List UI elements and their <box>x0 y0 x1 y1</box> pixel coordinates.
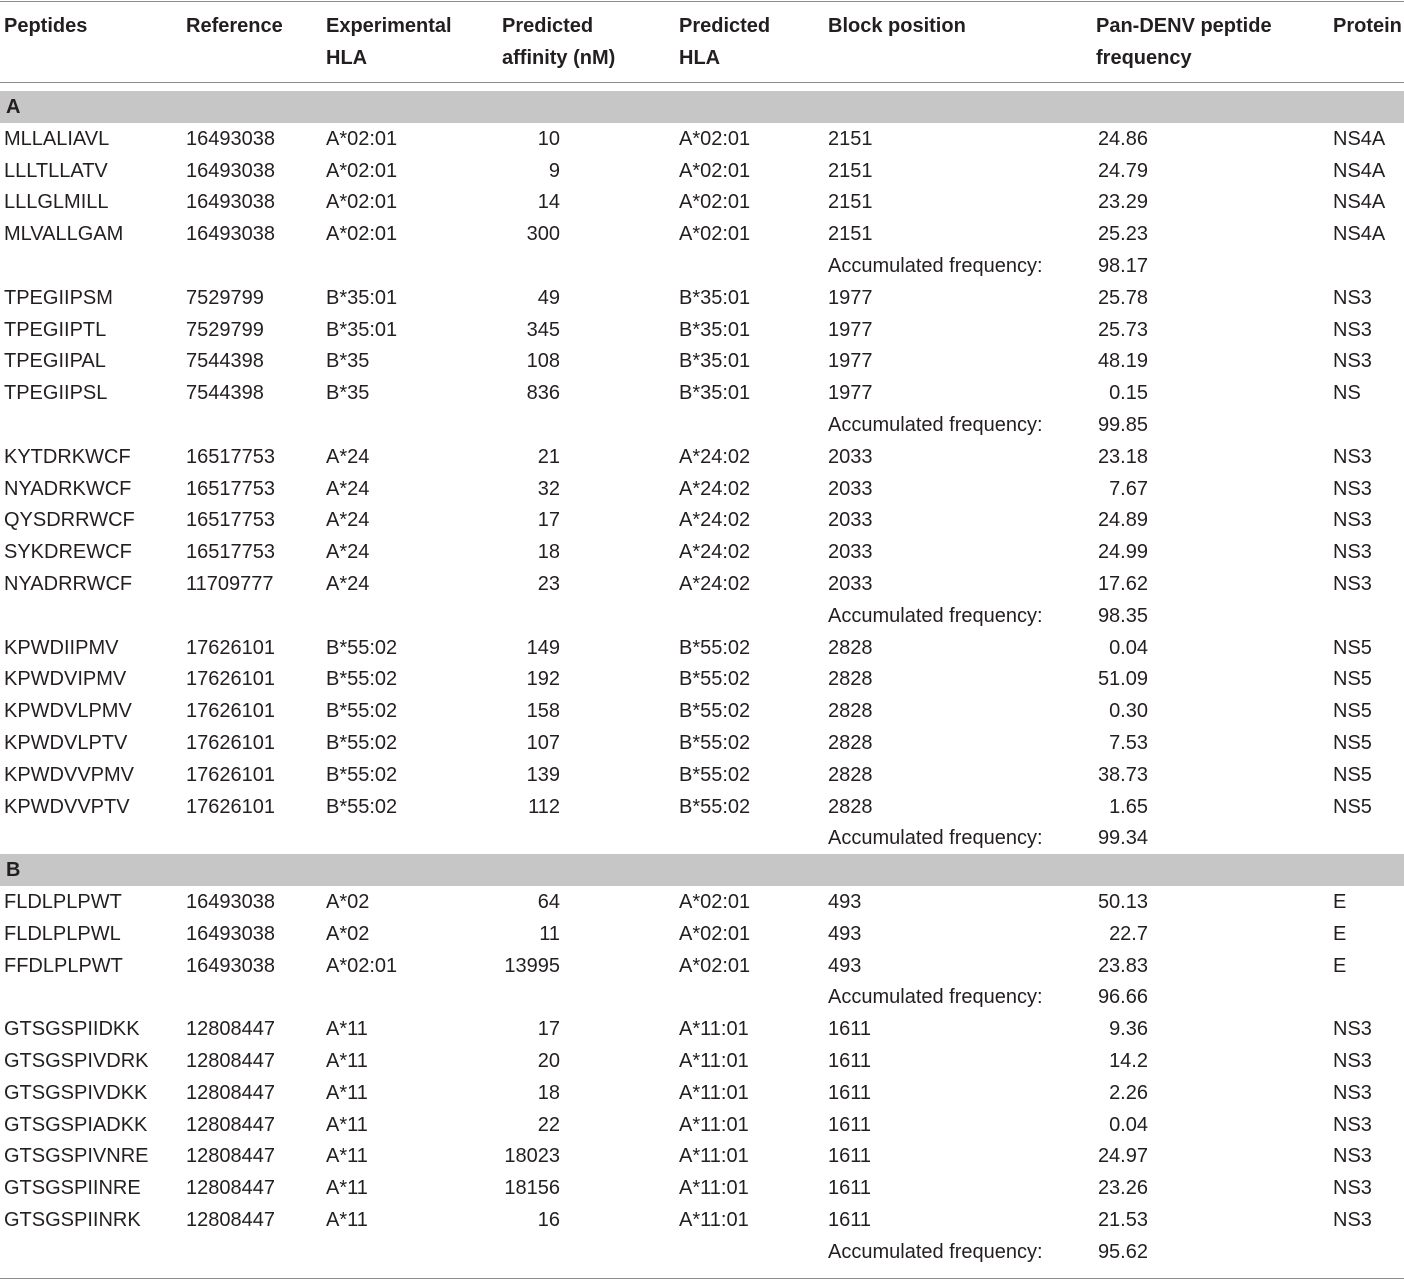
cell-predicted-hla: A*02:01 <box>679 159 751 182</box>
cell-experimental-hla: B*35 <box>326 350 370 373</box>
cell-block-position: 1611 <box>828 1209 872 1231</box>
header-predicted-affinity: Predicted affinity (nM) <box>502 15 616 69</box>
table-row <box>0 663 1404 695</box>
cell-block-position: 2033 <box>828 541 873 564</box>
cell-reference: 7544398 <box>186 382 264 405</box>
cell-experimental-hla: A*11 <box>326 1050 368 1072</box>
cell-frequency: 23.18 <box>1097 445 1148 468</box>
cell-protein: NS3 <box>1333 1209 1372 1231</box>
table-row <box>0 632 1404 664</box>
cell-reference: 7544398 <box>186 350 264 373</box>
cell-reference: 12808447 <box>186 1113 275 1136</box>
cell-predicted-affinity: 11 <box>539 922 560 945</box>
cell-protein: NS3 <box>1333 286 1372 309</box>
table-row <box>0 441 1404 473</box>
cell-predicted-affinity: 158 <box>526 700 560 723</box>
cell-predicted-hla: A*11:01 <box>679 1050 749 1072</box>
section-header <box>0 854 1404 886</box>
cell-experimental-hla: A*11 <box>326 1018 368 1041</box>
cell-peptide: TPEGIIPSL <box>4 382 108 405</box>
cell-predicted-affinity: 836 <box>526 382 560 405</box>
table-row <box>0 791 1404 823</box>
cell-predicted-affinity: 49 <box>537 286 560 309</box>
cell-predicted-affinity: 32 <box>537 477 560 500</box>
cell-frequency: 23.83 <box>1097 954 1148 977</box>
cell-experimental-hla: A*11 <box>326 1209 368 1231</box>
cell-predicted-hla: A*24:02 <box>679 573 751 595</box>
cell-predicted-hla: B*35:01 <box>679 350 751 373</box>
cell-frequency: 48.19 <box>1097 350 1148 373</box>
cell-experimental-hla: A*11 <box>326 1145 368 1168</box>
cell-frequency: 23.26 <box>1097 1177 1148 1200</box>
cell-reference: 12808447 <box>186 1177 275 1200</box>
cell-predicted-affinity: 345 <box>526 318 560 341</box>
cell-reference: 16493038 <box>186 954 275 977</box>
cell-predicted-affinity: 18 <box>537 1081 560 1104</box>
accumulated-row <box>0 822 1404 854</box>
cell-block-position: 2828 <box>828 732 873 754</box>
cell-protein: NS4A <box>1333 159 1386 182</box>
cell-frequency: 21.53 <box>1097 1209 1148 1231</box>
cell-protein: NS5 <box>1333 763 1372 786</box>
cell-reference: 12808447 <box>186 1081 275 1104</box>
cell-protein: NS3 <box>1333 318 1372 341</box>
cell-predicted-affinity: 9 <box>548 159 560 182</box>
cell-experimental-hla: A*02:01 <box>326 191 398 214</box>
accumulated-value: 95.62 <box>1097 1240 1148 1263</box>
cell-protein: NS5 <box>1333 700 1372 723</box>
accumulated-label: Accumulated frequency: <box>828 414 1043 436</box>
cell-predicted-hla: B*35:01 <box>679 318 751 341</box>
cell-experimental-hla: A*24 <box>326 445 370 468</box>
cell-block-position: 2828 <box>828 795 873 818</box>
cell-experimental-hla: A*24 <box>326 477 370 500</box>
accumulated-label: Accumulated frequency: <box>828 255 1043 277</box>
cell-predicted-affinity: 22 <box>537 1113 560 1136</box>
cell-protein: NS3 <box>1333 573 1372 595</box>
cell-block-position: 493 <box>828 891 862 913</box>
cell-experimental-hla: B*55:02 <box>326 668 398 691</box>
cell-frequency: 24.86 <box>1097 127 1148 150</box>
cell-block-position: 2151 <box>828 127 873 150</box>
section-header <box>0 91 1404 123</box>
cell-peptide: SYKDREWCF <box>4 541 132 564</box>
accumulated-row <box>0 981 1404 1013</box>
cell-peptide: GTSGSPIIDKK <box>4 1018 140 1041</box>
cell-frequency: 7.67 <box>1109 477 1148 500</box>
cell-experimental-hla: A*11 <box>326 1113 368 1136</box>
header-experimental-hla: Experimental HLA <box>326 15 452 69</box>
cell-peptide: NYADRRWCF <box>4 573 133 595</box>
accumulated-row <box>0 409 1404 441</box>
cell-reference: 7529799 <box>186 286 264 309</box>
cell-protein: NS3 <box>1333 1177 1372 1200</box>
cell-reference: 17626101 <box>186 732 275 754</box>
cell-protein: NS4A <box>1333 127 1386 150</box>
table-row <box>0 1172 1404 1204</box>
cell-predicted-affinity: 13995 <box>504 954 560 977</box>
cell-peptide: KPWDIIPMV <box>4 636 119 659</box>
cell-experimental-hla: A*24 <box>326 573 370 595</box>
cell-peptide: KPWDVLPMV <box>4 700 132 723</box>
cell-block-position: 2828 <box>828 668 873 691</box>
cell-protein: NS5 <box>1333 795 1372 818</box>
cell-protein: NS3 <box>1333 1113 1372 1136</box>
cell-experimental-hla: B*35:01 <box>326 286 398 309</box>
cell-peptide: QYSDRRWCF <box>4 509 135 532</box>
accumulated-value: 96.66 <box>1097 986 1148 1009</box>
cell-reference: 16493038 <box>186 191 275 214</box>
cell-frequency: 0.15 <box>1109 382 1148 405</box>
cell-reference: 12808447 <box>186 1209 275 1231</box>
cell-peptide: MLVALLGAM <box>4 223 124 246</box>
cell-predicted-hla: A*02:01 <box>679 127 751 150</box>
cell-experimental-hla: A*02:01 <box>326 954 398 977</box>
cell-predicted-affinity: 300 <box>526 223 560 246</box>
cell-block-position: 2033 <box>828 477 873 500</box>
table-row <box>0 536 1404 568</box>
cell-frequency: 0.30 <box>1109 700 1148 723</box>
cell-predicted-hla: A*11:01 <box>679 1177 749 1200</box>
cell-peptide: TPEGIIPTL <box>4 318 107 341</box>
cell-block-position: 2033 <box>828 509 873 532</box>
cell-block-position: 1611 <box>828 1081 872 1104</box>
cell-protein: NS3 <box>1333 1018 1372 1041</box>
table-row <box>0 1045 1404 1077</box>
cell-predicted-affinity: 17 <box>537 509 560 532</box>
cell-reference: 7529799 <box>186 318 264 341</box>
cell-experimental-hla: A*02 <box>326 922 370 945</box>
cell-predicted-affinity: 192 <box>526 668 560 691</box>
cell-experimental-hla: A*02:01 <box>326 127 398 150</box>
cell-experimental-hla: A*02:01 <box>326 223 398 246</box>
cell-block-position: 493 <box>828 922 862 945</box>
cell-block-position: 1611 <box>828 1050 872 1072</box>
cell-reference: 16517753 <box>186 509 275 532</box>
cell-reference: 17626101 <box>186 795 275 818</box>
cell-block-position: 2151 <box>828 191 873 214</box>
section-label: A <box>6 96 21 118</box>
cell-predicted-affinity: 149 <box>526 636 560 659</box>
accumulated-row <box>0 250 1404 282</box>
cell-block-position: 2828 <box>828 763 873 786</box>
table-row <box>0 282 1404 314</box>
cell-protein: NS3 <box>1333 1145 1372 1168</box>
cell-predicted-affinity: 107 <box>526 732 560 754</box>
cell-reference: 12808447 <box>186 1018 275 1041</box>
cell-frequency: 17.62 <box>1097 573 1148 595</box>
cell-reference: 12808447 <box>186 1050 275 1072</box>
cell-experimental-hla: B*35:01 <box>326 318 398 341</box>
cell-predicted-affinity: 18 <box>537 541 560 564</box>
cell-reference: 16493038 <box>186 891 275 913</box>
top-rule <box>0 1 1404 2</box>
cell-frequency: 22.7 <box>1109 922 1148 945</box>
table-row <box>0 504 1404 536</box>
cell-block-position: 2151 <box>828 223 873 246</box>
cell-frequency: 24.99 <box>1097 541 1148 564</box>
header-predicted-hla: Predicted HLA <box>679 15 771 69</box>
cell-experimental-hla: B*55:02 <box>326 636 398 659</box>
cell-frequency: 24.79 <box>1097 159 1148 182</box>
cell-predicted-hla: B*55:02 <box>679 732 751 754</box>
cell-experimental-hla: B*55:02 <box>326 732 398 754</box>
cell-experimental-hla: B*55:02 <box>326 763 398 786</box>
cell-block-position: 2033 <box>828 445 873 468</box>
table-row <box>0 123 1404 155</box>
cell-peptide: LLLGLMILL <box>4 191 109 214</box>
table-row <box>0 727 1404 759</box>
table-row <box>0 1204 1404 1236</box>
cell-block-position: 2828 <box>828 700 873 723</box>
cell-predicted-hla: A*11:01 <box>679 1018 749 1041</box>
cell-block-position: 1611 <box>828 1018 872 1041</box>
table-row <box>0 314 1404 346</box>
cell-peptide: GTSGSPIVNRE <box>4 1145 149 1168</box>
accumulated-value: 98.35 <box>1097 604 1148 627</box>
cell-predicted-affinity: 64 <box>537 891 560 913</box>
cell-peptide: GTSGSPIVDKK <box>4 1081 148 1104</box>
accumulated-label: Accumulated frequency: <box>828 1240 1043 1263</box>
cell-block-position: 1977 <box>828 286 873 309</box>
cell-predicted-hla: B*55:02 <box>679 636 751 659</box>
cell-predicted-hla: A*24:02 <box>679 541 751 564</box>
cell-predicted-affinity: 20 <box>537 1050 560 1072</box>
cell-frequency: 9.36 <box>1109 1018 1148 1041</box>
cell-peptide: GTSGSPIADKK <box>4 1113 148 1136</box>
cell-predicted-affinity: 139 <box>526 763 560 786</box>
cell-protein: NS3 <box>1333 509 1372 532</box>
cell-block-position: 493 <box>828 954 862 977</box>
cell-reference: 16493038 <box>186 922 275 945</box>
cell-predicted-hla: A*02:01 <box>679 191 751 214</box>
cell-frequency: 25.73 <box>1097 318 1148 341</box>
table-row <box>0 950 1404 982</box>
cell-predicted-hla: A*11:01 <box>679 1113 749 1136</box>
cell-predicted-affinity: 16 <box>537 1209 560 1231</box>
accumulated-value: 99.85 <box>1097 414 1148 436</box>
cell-frequency: 14.2 <box>1109 1050 1148 1072</box>
header-block-position: Block position <box>828 15 966 37</box>
cell-protein: NS3 <box>1333 350 1372 373</box>
cell-experimental-hla: B*55:02 <box>326 700 398 723</box>
cell-reference: 17626101 <box>186 700 275 723</box>
accumulated-value: 98.17 <box>1097 255 1148 277</box>
cell-predicted-hla: B*55:02 <box>679 668 751 691</box>
cell-predicted-hla: A*02:01 <box>679 954 751 977</box>
cell-protein: NS4A <box>1333 191 1386 214</box>
cell-block-position: 1611 <box>828 1145 872 1168</box>
cell-frequency: 38.73 <box>1097 763 1148 786</box>
cell-predicted-hla: A*24:02 <box>679 477 751 500</box>
cell-predicted-hla: A*02:01 <box>679 223 751 246</box>
accumulated-value: 99.34 <box>1097 827 1148 850</box>
table-row <box>0 186 1404 218</box>
cell-predicted-affinity: 108 <box>526 350 560 373</box>
cell-peptide: GTSGSPIINRK <box>4 1209 141 1231</box>
section-label: B <box>6 859 21 882</box>
header-reference: Reference <box>186 15 283 37</box>
cell-peptide: TPEGIIPAL <box>4 350 106 373</box>
cell-peptide: LLLTLLATV <box>4 159 108 182</box>
table-row <box>0 473 1404 505</box>
header-rule <box>0 82 1404 83</box>
cell-reference: 16493038 <box>186 127 275 150</box>
cell-reference: 16517753 <box>186 445 275 468</box>
cell-frequency: 2.26 <box>1109 1081 1148 1104</box>
table-row <box>0 218 1404 250</box>
cell-frequency: 25.78 <box>1097 286 1148 309</box>
cell-predicted-affinity: 14 <box>537 191 560 214</box>
accumulated-label: Accumulated frequency: <box>828 827 1043 850</box>
header-pan-denv-frequency: Pan-DENV peptide frequency <box>1096 15 1272 69</box>
cell-reference: 11709777 <box>186 573 274 595</box>
table-row <box>0 377 1404 409</box>
cell-block-position: 2151 <box>828 159 873 182</box>
accumulated-label: Accumulated frequency: <box>828 604 1043 627</box>
cell-predicted-hla: A*02:01 <box>679 922 751 945</box>
cell-protein: NS3 <box>1333 1050 1372 1072</box>
cell-experimental-hla: B*55:02 <box>326 795 398 818</box>
cell-protein: NS3 <box>1333 1081 1372 1104</box>
accumulated-label: Accumulated frequency: <box>828 986 1043 1009</box>
cell-protein: NS5 <box>1333 636 1372 659</box>
bottom-rule <box>0 1278 1404 1279</box>
cell-frequency: 25.23 <box>1097 223 1148 246</box>
table-row <box>0 918 1404 950</box>
table-row <box>0 1077 1404 1109</box>
cell-frequency: 7.53 <box>1109 732 1148 754</box>
cell-peptide: KPWDVLPTV <box>4 732 128 754</box>
cell-block-position: 1977 <box>828 318 873 341</box>
table-row <box>0 1013 1404 1045</box>
cell-predicted-affinity: 23 <box>537 573 560 595</box>
cell-protein: E <box>1333 922 1347 945</box>
cell-experimental-hla: A*02:01 <box>326 159 398 182</box>
cell-reference: 12808447 <box>186 1145 275 1168</box>
cell-peptide: KPWDVIPMV <box>4 668 127 691</box>
cell-experimental-hla: A*24 <box>326 541 370 564</box>
cell-peptide: KPWDVVPTV <box>4 795 130 818</box>
cell-protein: NS <box>1333 382 1361 405</box>
cell-protein: NS5 <box>1333 732 1372 754</box>
cell-block-position: 2828 <box>828 636 873 659</box>
cell-predicted-hla: B*35:01 <box>679 382 751 405</box>
cell-predicted-hla: A*11:01 <box>679 1145 749 1168</box>
table-row <box>0 886 1404 918</box>
cell-protein: E <box>1333 891 1347 913</box>
cell-peptide: TPEGIIPSM <box>4 286 113 309</box>
header-peptides: Peptides <box>4 15 88 37</box>
cell-predicted-affinity: 10 <box>537 127 560 150</box>
cell-frequency: 0.04 <box>1109 636 1148 659</box>
cell-protein: E <box>1333 954 1347 977</box>
cell-experimental-hla: B*35 <box>326 382 370 405</box>
cell-frequency: 1.65 <box>1109 795 1148 818</box>
table-row <box>0 568 1404 600</box>
cell-frequency: 51.09 <box>1097 668 1148 691</box>
cell-predicted-affinity: 18156 <box>504 1177 560 1200</box>
cell-frequency: 0.04 <box>1109 1113 1148 1136</box>
cell-experimental-hla: A*11 <box>326 1177 368 1200</box>
cell-reference: 17626101 <box>186 763 275 786</box>
table-row <box>0 155 1404 187</box>
cell-peptide: NYADRKWCF <box>4 477 132 500</box>
table-row <box>0 759 1404 791</box>
cell-reference: 16517753 <box>186 541 275 564</box>
cell-experimental-hla: A*02 <box>326 891 370 913</box>
cell-reference: 17626101 <box>186 636 275 659</box>
cell-predicted-hla: B*55:02 <box>679 763 751 786</box>
cell-predicted-hla: A*11:01 <box>679 1081 749 1104</box>
cell-predicted-hla: A*11:01 <box>679 1209 749 1231</box>
cell-predicted-hla: A*02:01 <box>679 891 751 913</box>
cell-frequency: 24.97 <box>1097 1145 1148 1168</box>
cell-protein: NS4A <box>1333 223 1386 246</box>
accumulated-row <box>0 600 1404 632</box>
cell-protein: NS3 <box>1333 541 1372 564</box>
cell-predicted-affinity: 112 <box>528 795 560 818</box>
cell-peptide: FLDLPLPWL <box>4 922 121 945</box>
cell-block-position: 2033 <box>828 573 873 595</box>
cell-block-position: 1977 <box>828 382 873 405</box>
cell-predicted-hla: A*24:02 <box>679 509 751 532</box>
cell-predicted-hla: B*55:02 <box>679 795 751 818</box>
cell-protein: NS3 <box>1333 477 1372 500</box>
accumulated-row <box>0 1236 1404 1268</box>
cell-predicted-hla: B*35:01 <box>679 286 751 309</box>
table-header <box>0 10 1404 80</box>
cell-block-position: 1977 <box>828 350 873 373</box>
cell-block-position: 1611 <box>828 1177 872 1200</box>
cell-reference: 16517753 <box>186 477 275 500</box>
cell-reference: 17626101 <box>186 668 275 691</box>
cell-peptide: MLLALIAVL <box>4 127 110 150</box>
table-row <box>0 1109 1404 1141</box>
cell-peptide: FFDLPLPWT <box>4 954 123 977</box>
table-row <box>0 695 1404 727</box>
cell-peptide: KPWDVVPMV <box>4 763 135 786</box>
cell-experimental-hla: A*24 <box>326 509 370 532</box>
cell-predicted-affinity: 17 <box>537 1018 560 1041</box>
cell-peptide: GTSGSPIINRE <box>4 1177 141 1200</box>
cell-peptide: FLDLPLPWT <box>4 891 122 913</box>
cell-protein: NS5 <box>1333 668 1372 691</box>
cell-block-position: 1611 <box>828 1113 872 1136</box>
cell-reference: 16493038 <box>186 223 275 246</box>
cell-experimental-hla: A*11 <box>326 1081 368 1104</box>
cell-frequency: 24.89 <box>1097 509 1148 532</box>
cell-frequency: 50.13 <box>1097 891 1148 913</box>
cell-predicted-hla: A*24:02 <box>679 445 751 468</box>
cell-protein: NS3 <box>1333 445 1372 468</box>
table-row <box>0 1140 1404 1172</box>
cell-predicted-affinity: 18023 <box>504 1145 560 1168</box>
header-protein: Protein <box>1333 15 1402 37</box>
cell-peptide: KYTDRKWCF <box>4 445 131 468</box>
cell-predicted-hla: B*55:02 <box>679 700 751 723</box>
cell-predicted-affinity: 21 <box>537 445 560 468</box>
cell-frequency: 23.29 <box>1097 191 1148 214</box>
cell-peptide: GTSGSPIVDRK <box>4 1050 149 1072</box>
cell-reference: 16493038 <box>186 159 275 182</box>
table-row <box>0 345 1404 377</box>
